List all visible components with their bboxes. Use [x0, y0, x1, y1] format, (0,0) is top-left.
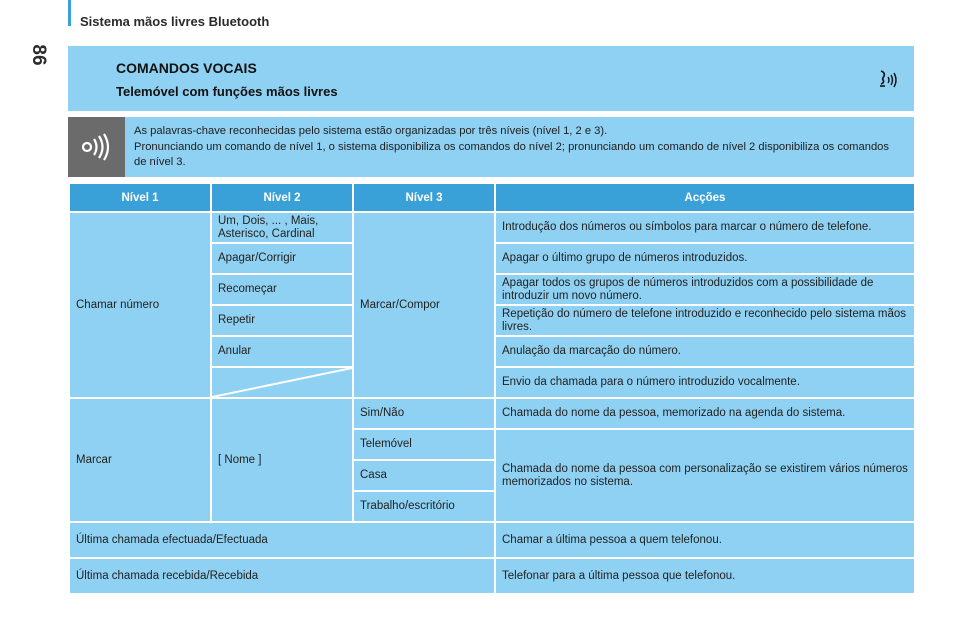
table-row	[69, 212, 915, 243]
header-actions: Acções	[495, 183, 915, 212]
action-cell: Repetição do número de telefone introduzido e reconhecido pelo sistema mãos livres.	[495, 305, 915, 336]
page-subtitle: Telemóvel com funções mãos livres	[116, 84, 338, 99]
action-cell: Chamada do nome da pessoa, memorizado na agenda do sistema.	[495, 398, 915, 429]
level1-cell: Chamar número	[69, 212, 211, 398]
table-row	[69, 522, 915, 558]
action-cell: Anulação da marcação do número.	[495, 336, 915, 367]
level2-cell: [ Nome ]	[211, 398, 353, 522]
action-cell: Introdução dos números ou símbolos para marcar o número de telefone.	[495, 212, 915, 243]
section-title: Sistema mãos livres Bluetooth	[80, 14, 270, 29]
intro-line-2: Pronunciando um comando de nível 1, o sistema disponibiliza os comandos do nível 2; pronunciando um comando de nível 2 disponibiliza os comandos de nível 3.	[134, 140, 889, 168]
level1-cell: Marcar	[69, 398, 211, 522]
action-cell: Envio da chamada para o número introduzido vocalmente.	[495, 367, 915, 398]
empty-diagonal-cell	[211, 367, 353, 398]
action-cell: Telefonar para a última pessoa que telefonou.	[495, 558, 915, 594]
action-cell: Apagar todos os grupos de números introduzidos com a possibilidade de introduzir um novo número.	[495, 274, 915, 305]
level3-cell: Marcar/Compor	[353, 212, 495, 398]
voice-commands-table	[68, 182, 916, 595]
table-row	[69, 398, 915, 429]
voice-command-icon	[876, 68, 900, 92]
level3-cell: Casa	[353, 460, 495, 491]
level3-cell: Trabalho/escritório	[353, 491, 495, 522]
page-number: 86	[28, 44, 49, 66]
level3-cell: Telemóvel	[353, 429, 495, 460]
table-row	[69, 558, 915, 594]
level2-cell: Repetir	[211, 305, 353, 336]
header-level2: Nível 2	[211, 183, 353, 212]
level2-cell: Anular	[211, 336, 353, 367]
header-level3: Nível 3	[353, 183, 495, 212]
action-cell: Chamada do nome da pessoa com personalização se existirem vários números memorizados no sistema.	[495, 429, 915, 522]
diagonal-line	[212, 368, 352, 397]
level2-cell: Apagar/Corrigir	[211, 243, 353, 274]
side-accent-bar	[68, 0, 71, 26]
intro-text	[134, 124, 904, 171]
level1-cell: Última chamada recebida/Recebida	[69, 558, 495, 594]
table-header-row	[69, 183, 915, 212]
level2-cell: Um, Dois, ... , Mais, Asterisco, Cardinal	[211, 212, 353, 243]
intro-box	[68, 117, 914, 177]
speaker-sound-icon	[68, 117, 125, 177]
level2-cell: Recomeçar	[211, 274, 353, 305]
action-cell: Chamar a última pessoa a quem telefonou.	[495, 522, 915, 558]
header-level1: Nível 1	[69, 183, 211, 212]
title-box	[68, 46, 914, 111]
level3-cell: Sim/Não	[353, 398, 495, 429]
page-title: COMANDOS VOCAIS	[116, 60, 257, 76]
action-cell: Apagar o último grupo de números introduzidos.	[495, 243, 915, 274]
intro-line-1: As palavras-chave reconhecidas pelo sistema estão organizadas por três níveis (nível 1, 2 e 3).	[134, 125, 608, 137]
level1-cell: Última chamada efectuada/Efectuada	[69, 522, 495, 558]
